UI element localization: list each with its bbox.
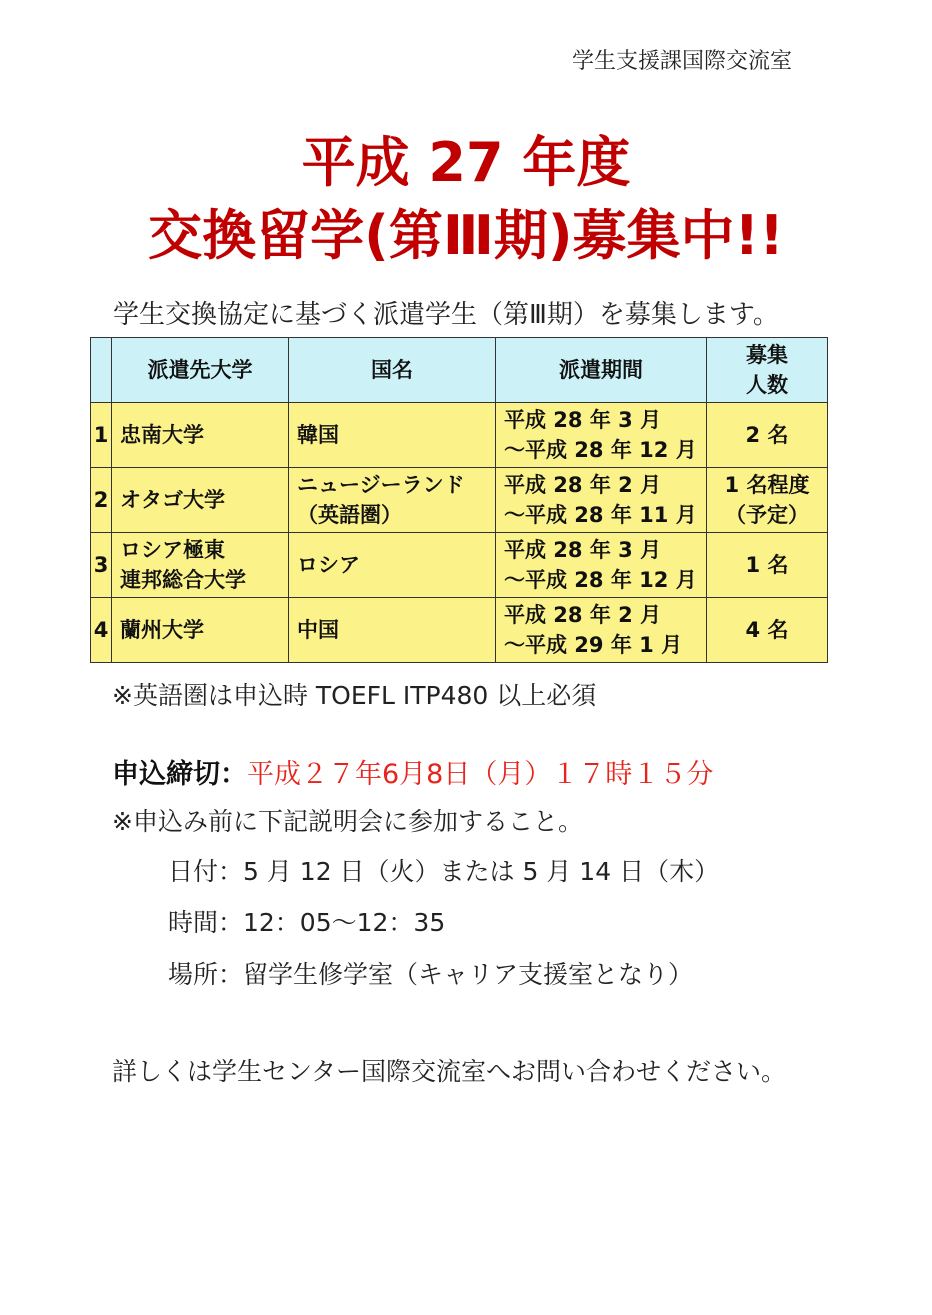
cell-no bbox=[91, 403, 112, 468]
cell-period-text: 平成 28 年 2 月 bbox=[504, 603, 662, 627]
cell-period bbox=[496, 468, 707, 533]
cell-count-text: 4 名 bbox=[745, 618, 789, 642]
header-count-text: 人数 bbox=[746, 373, 788, 397]
cell-period-text: 平成 28 年 2 月 bbox=[504, 473, 662, 497]
department-label: 学生支援課国際交流室 bbox=[572, 49, 793, 74]
session-date: 日付：5 月 12 日（火）または 5 月 14 日（木） bbox=[168, 857, 720, 886]
cell-period-text: ～平成 28 年 12 月 bbox=[504, 438, 697, 462]
header-period: 派遣期間 bbox=[496, 338, 707, 403]
cell-country bbox=[289, 403, 496, 468]
intro-text: 学生交換協定に基づく派遣学生（第Ⅲ期）を募集します。 bbox=[113, 300, 779, 330]
cell-period-text: ～平成 29 年 1 月 bbox=[504, 633, 683, 657]
cell-count bbox=[707, 533, 828, 598]
cell-count-text: 1 名 bbox=[745, 553, 789, 577]
header-count-line bbox=[715, 340, 819, 400]
page-title-line2: 交換留学(第Ⅲ期)募集中!! bbox=[148, 204, 784, 267]
cell-no-text: 2 bbox=[93, 488, 109, 512]
cell-country-text: 中国 bbox=[297, 618, 339, 642]
cell-period-text: ～平成 28 年 11 月 bbox=[504, 503, 697, 527]
cell-country-text: ロシア bbox=[297, 553, 360, 577]
cell-count bbox=[707, 468, 828, 533]
cell-university bbox=[112, 598, 289, 663]
cell-university bbox=[112, 533, 289, 598]
table-row bbox=[91, 533, 828, 598]
cell-no bbox=[91, 598, 112, 663]
contact-text: 詳しくは学生センター国際交流室へお問い合わせください。 bbox=[112, 1057, 787, 1086]
english-requirement-note: ※英語圏は申込時 TOEFL ITP480 以上必須 bbox=[112, 681, 597, 710]
table-header-row bbox=[91, 338, 828, 403]
table-row bbox=[91, 468, 828, 533]
cell-university bbox=[112, 468, 289, 533]
cell-period-text: ～平成 28 年 12 月 bbox=[504, 568, 697, 592]
cell-university-text: オタゴ大学 bbox=[120, 488, 225, 512]
header-count-text: 募集 bbox=[746, 343, 788, 367]
cell-no bbox=[91, 533, 112, 598]
session-place: 場所：留学生修学室（キャリア支援室となり） bbox=[168, 960, 694, 989]
table-row bbox=[91, 598, 828, 663]
cell-country-text: （英語圏） bbox=[297, 503, 402, 527]
cell-period-text: 平成 28 年 3 月 bbox=[504, 408, 662, 432]
cell-country-text: 韓国 bbox=[297, 423, 339, 447]
cell-country bbox=[289, 468, 496, 533]
cell-count bbox=[707, 598, 828, 663]
cell-period bbox=[496, 403, 707, 468]
program-table bbox=[90, 337, 828, 663]
cell-university bbox=[112, 403, 289, 468]
header-country: 国名 bbox=[289, 338, 496, 403]
cell-count-text: 2 名 bbox=[745, 423, 789, 447]
deadline-label: 申込締切： bbox=[112, 759, 247, 790]
cell-period bbox=[496, 533, 707, 598]
cell-period bbox=[496, 598, 707, 663]
cell-country bbox=[289, 533, 496, 598]
cell-count-text: （予定） bbox=[725, 503, 809, 527]
cell-no bbox=[91, 468, 112, 533]
deadline bbox=[112, 752, 713, 791]
header-university: 派遣先大学 bbox=[112, 338, 289, 403]
session-time: 時間：12：05～12：35 bbox=[168, 908, 446, 937]
cell-country bbox=[289, 598, 496, 663]
page-title-line1: 平成 27 年度 bbox=[301, 131, 631, 194]
cell-university-text: 忠南大学 bbox=[120, 423, 204, 447]
cell-no-text: 4 bbox=[93, 618, 109, 642]
cell-no-text: 3 bbox=[93, 553, 109, 577]
cell-country-text: ニュージーランド bbox=[297, 473, 465, 497]
cell-no-text: 1 bbox=[93, 423, 109, 447]
deadline-value: 平成２７年6月8日（月）１７時１５分 bbox=[247, 759, 714, 790]
cell-university-text: ロシア極東 bbox=[120, 538, 225, 562]
cell-university-text: 蘭州大学 bbox=[120, 618, 204, 642]
session-note: ※申込み前に下記説明会に参加すること。 bbox=[112, 807, 583, 836]
cell-count bbox=[707, 403, 828, 468]
table-row bbox=[91, 403, 828, 468]
cell-period-text: 平成 28 年 3 月 bbox=[504, 538, 662, 562]
cell-count-text: 1 名程度 bbox=[724, 473, 810, 497]
cell-university-text: 連邦総合大学 bbox=[120, 568, 246, 592]
header-no bbox=[91, 338, 112, 403]
header-count bbox=[707, 338, 828, 403]
